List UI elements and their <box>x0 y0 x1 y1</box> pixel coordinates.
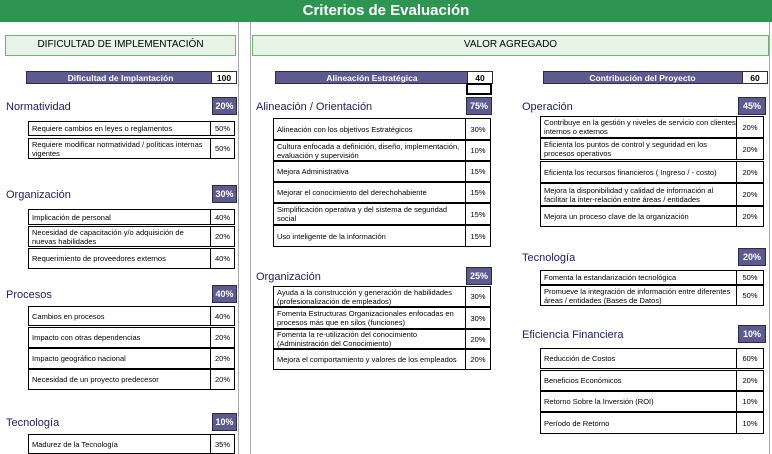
section-weight[interactable]: 20% <box>212 97 237 115</box>
header-label: Contribución del Proyecto <box>589 73 696 83</box>
header-total[interactable]: 100 <box>211 72 236 83</box>
criterion-weight[interactable]: 20% <box>736 161 764 183</box>
criterion-weight[interactable]: 30% <box>465 286 491 307</box>
criterion-row: Contribuye en la gestión y niveles de servicio con clientes internos o externos <box>540 116 736 138</box>
criterion-weight[interactable]: 50% <box>736 270 764 285</box>
criterion-row: Mejora Administrativa <box>273 161 465 182</box>
criterion-weight[interactable]: 20% <box>465 329 491 349</box>
criterion-row: Necesidad de capacitación y/o adquisición de nuevas habilidades <box>28 226 210 247</box>
col1-header <box>26 71 237 84</box>
criterion-weight[interactable]: 50% <box>736 285 764 306</box>
criterion-row: Fomenta Estructuras Organizacionales enfocadas en procesos más que en silos (funciones) <box>273 307 465 329</box>
section-weight[interactable]: 75% <box>466 97 492 115</box>
criterion-row: Ayuda a la construcción y generación de habilidades (profesionalización de empleados) <box>273 286 465 307</box>
criterion-weight[interactable]: 20% <box>736 116 764 138</box>
criterion-row: Alineación con los objetivos Estratégicos <box>273 118 465 140</box>
criterion-weight[interactable]: 10% <box>736 412 764 434</box>
col3-header <box>543 71 768 84</box>
column-divider <box>250 22 251 454</box>
criterion-weight[interactable]: 20% <box>210 327 235 348</box>
criterion-weight[interactable]: 20% <box>736 370 764 391</box>
criterion-weight[interactable]: 15% <box>465 161 491 182</box>
section-title: Tecnología <box>6 417 60 429</box>
section-title: Organización <box>256 271 321 283</box>
section-weight[interactable]: 10% <box>738 325 766 343</box>
section-weight[interactable]: 40% <box>212 285 237 303</box>
criterion-row: Cultura enfocada a definición, diseño, implementación, evaluación y supervisión <box>273 140 465 161</box>
column-divider <box>238 22 239 454</box>
section-weight[interactable]: 20% <box>738 248 766 266</box>
criterion-row: Eficienta los puntos de control y seguridad en los procesos operativos <box>540 138 736 160</box>
criterion-row: Mejora la disponibilidad y calidad de información al facilitar la inter-relación entre áreas / entidades <box>540 183 736 206</box>
criterion-weight[interactable]: 20% <box>736 206 764 227</box>
criterion-row: Eficienta los recursos financieros ( Ingreso / - costo) <box>540 161 736 183</box>
difficulty-panel-header: DIFICULTAD DE IMPLEMENTACIÓN <box>5 35 236 56</box>
criterion-weight[interactable]: 15% <box>465 182 491 203</box>
section-weight[interactable]: 30% <box>212 185 237 203</box>
criterion-weight[interactable]: 20% <box>465 349 491 370</box>
criterion-weight[interactable]: 35% <box>210 434 235 454</box>
column-divider <box>769 22 770 454</box>
criterion-row: Uso inteligente de la información <box>273 225 465 247</box>
section-title: Alineación / Orientación <box>256 101 373 113</box>
section-weight[interactable]: 25% <box>466 267 492 285</box>
criterion-weight[interactable]: 20% <box>210 226 235 247</box>
criterion-row: Impacto con otras dependencias <box>28 327 210 348</box>
section-title: Procesos <box>6 289 52 301</box>
criterion-row: Requiere cambios en leyes o reglamentos <box>28 121 210 136</box>
criterion-row: Necesidad de un proyecto predecesor <box>28 369 210 390</box>
criterion-row: Reducción de Costos <box>540 348 736 369</box>
criterion-weight[interactable]: 20% <box>210 369 235 390</box>
criterion-row: Retorno Sobre la Inversión (ROI) <box>540 391 736 412</box>
criterion-row: Implicación de personal <box>28 209 210 225</box>
criterion-weight[interactable]: 20% <box>736 183 764 206</box>
criterion-row: Fomenta la estandarización tecnológica <box>540 270 736 285</box>
section-weight[interactable]: 10% <box>212 413 237 431</box>
criterion-row: Impacto geográfico nacional <box>28 348 210 369</box>
criterion-weight[interactable]: 15% <box>465 225 491 247</box>
section-title: Operación <box>522 101 573 113</box>
section-title: Eficiencia Financiera <box>522 329 624 341</box>
section-title: Tecnología <box>522 252 576 264</box>
section-weight[interactable]: 45% <box>738 97 766 115</box>
criterion-row: Cambios en procesos <box>28 306 210 326</box>
criterion-weight[interactable]: 40% <box>210 248 235 269</box>
header-total[interactable]: 40 <box>467 72 492 83</box>
criterion-row: Mejora el comportamiento y valores de los empleados <box>273 349 465 370</box>
criterion-row: Beneficios Económicos <box>540 370 736 391</box>
criterion-row: Requiere modificar normatividad / políticas internas vigentes <box>28 138 210 159</box>
col2-header <box>275 71 493 84</box>
criterion-weight[interactable]: 50% <box>210 121 235 136</box>
criterion-row: Simplificación operativa y del sistema de seguridad social <box>273 203 465 225</box>
header-label: Alineación Estratégica <box>326 73 418 83</box>
criterion-row: Mejorar el conocimiento del derechohabiente <box>273 182 465 203</box>
criterion-weight[interactable]: 50% <box>210 138 235 159</box>
criterion-row: Fomenta la re-utilización del conocimiento (Administración del Conocimiento) <box>273 329 465 349</box>
criterion-weight[interactable]: 10% <box>465 140 491 161</box>
criterion-weight[interactable]: 15% <box>465 203 491 225</box>
selected-cell[interactable] <box>466 83 492 95</box>
criterion-weight[interactable]: 20% <box>736 138 764 160</box>
sheet-title: Criterios de Evaluación <box>0 0 772 22</box>
criterion-weight[interactable]: 40% <box>210 209 235 225</box>
criterion-row: Promueve la integración de información entre diferentes áreas / entidades (Bases de Datos) <box>540 285 736 306</box>
header-label: Dificultad de Implantación <box>67 73 174 83</box>
criterion-weight[interactable]: 10% <box>736 391 764 412</box>
criterion-weight[interactable]: 30% <box>465 307 491 329</box>
section-title: Organización <box>6 189 71 201</box>
criterion-weight[interactable]: 30% <box>465 118 491 140</box>
criterion-row: Requerimiento de proveedores externos <box>28 248 210 269</box>
section-title: Normatividad <box>6 101 71 113</box>
criterion-weight[interactable]: 60% <box>736 348 764 369</box>
value-panel-header: VALOR AGREGADO <box>252 35 769 56</box>
header-total[interactable]: 60 <box>742 72 767 83</box>
criterion-weight[interactable]: 40% <box>210 306 235 326</box>
criterion-row: Período de Retorno <box>540 412 736 434</box>
criterion-row: Mejora un proceso clave de la organización <box>540 206 736 227</box>
criterion-weight[interactable]: 20% <box>210 348 235 369</box>
criterion-row: Madurez de la Tecnología <box>28 434 210 454</box>
